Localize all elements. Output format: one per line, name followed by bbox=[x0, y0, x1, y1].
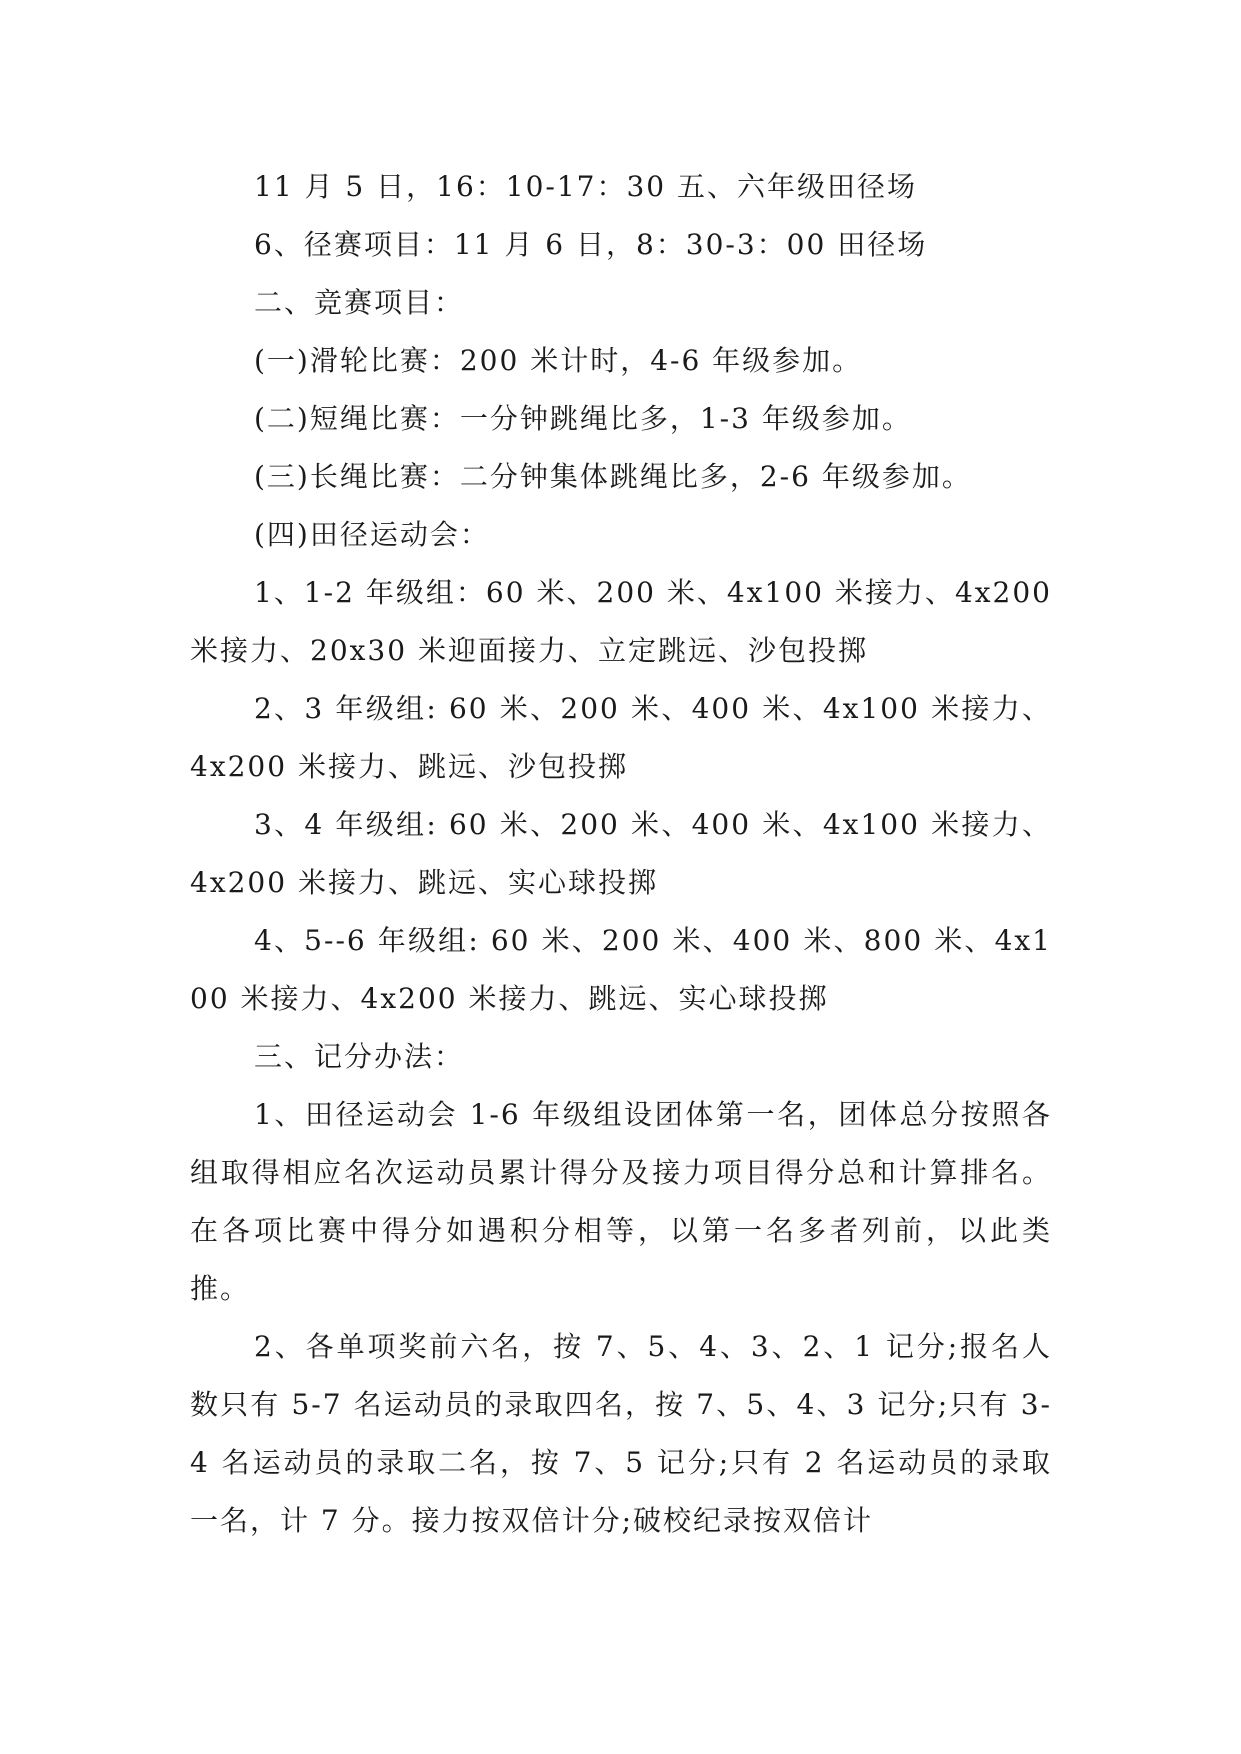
event-roller-skating: (一)滑轮比赛：200 米计时，4-6 年级参加。 bbox=[254, 344, 863, 377]
event-track-field-heading: (四)田径运动会： bbox=[254, 518, 490, 551]
section-heading-events: 二、竞赛项目： bbox=[254, 286, 465, 319]
schedule-line-track-events: 6、径赛项目：11 月 6 日，8：30-3：00 田径场 bbox=[254, 228, 928, 261]
section-heading-scoring: 三、记分办法： bbox=[254, 1040, 465, 1073]
group-grade1-2: 1、1-2 年级组：60 米、200 米、4x100 米接力、4x200 米接力、20x30 米迎面接力、立定跳远、沙包投掷 bbox=[190, 576, 1052, 667]
group-grade5-6: 4、5--6 年级组: 60 米、200 米、400 米、800 米、4x100 米接力、4x200 米接力、跳远、实心球投掷 bbox=[190, 924, 1052, 1015]
event-long-rope: (三)长绳比赛：二分钟集体跳绳比多，2-6 年级参加。 bbox=[254, 460, 972, 493]
group-grade4: 3、4 年级组: 60 米、200 米、400 米、4x100 米接力、4x200 米接力、跳远、实心球投掷 bbox=[190, 808, 1052, 899]
scoring-rule-team: 1、田径运动会 1-6 年级组设团体第一名，团体总分按照各组取得相应名次运动员累计得分及接力项目得分总和计算排名。在各项比赛中得分如遇积分相等，以第一名多者列前，以此类推。 bbox=[190, 1098, 1052, 1305]
event-short-rope: (二)短绳比赛：一分钟跳绳比多，1-3 年级参加。 bbox=[254, 402, 912, 435]
group-grade3: 2、3 年级组: 60 米、200 米、400 米、4x100 米接力、4x200 米接力、跳远、沙包投掷 bbox=[190, 692, 1052, 783]
schedule-line-grade5-6: 11 月 5 日，16：10-17：30 五、六年级田径场 bbox=[254, 170, 918, 203]
scoring-rule-individual: 2、各单项奖前六名，按 7、5、4、3、2、1 记分;报名人数只有 5-7 名运动员的录取四名，按 7、5、4、3 记分;只有 3-4 名运动员的录取二名，按 7、5 记分;只有 2 名运动员的录取一名，计 7 分。接力按双倍计分;破校纪录按双倍计 bbox=[190, 1330, 1052, 1537]
document-body bbox=[190, 158, 1052, 1550]
